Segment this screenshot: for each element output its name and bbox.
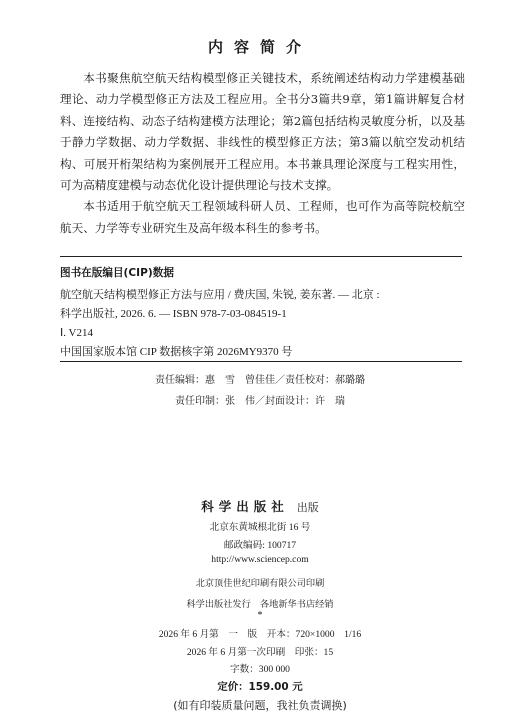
- summary-paragraph: 本书适用于航空航天工程领域科研人员、工程师，也可作为高等院校航空航天、力学等专业研究生及高年级本科生的参考书。: [60, 199, 465, 235]
- cip-line: Ⅰ. V214: [60, 327, 93, 339]
- divider: [60, 361, 462, 362]
- separator-star: *: [257, 610, 263, 621]
- price: 定价：159.00 元: [217, 681, 303, 693]
- cip-line: 科学出版社, 2026. 6. — ISBN 978-7-03-084519-1: [60, 308, 287, 320]
- printer-info: 北京顶佳世纪印刷有限公司印刷: [195, 578, 325, 589]
- publisher-url: http://www.sciencep.com: [211, 554, 309, 565]
- cip-line: 航空航天结构模型修正方法与应用 / 费庆国, 朱锐, 姜东著. — 北京 :: [60, 289, 380, 301]
- publisher-suffix: 出版: [296, 502, 319, 514]
- page-title: 内容简介: [207, 38, 312, 56]
- word-count: 字数：300 000: [230, 664, 290, 675]
- responsible-printing: 责任印制：张 伟／封面设计：许 瑞: [175, 396, 345, 407]
- quality-notice: (如有印装质量问题，我社负责调换): [173, 699, 347, 712]
- impression-info: 2026 年 6 月第一次印刷 印张：15: [186, 647, 334, 658]
- distribution-info: 科学出版社发行 各地新华书店经销: [186, 599, 334, 610]
- publisher-line: [0, 497, 520, 515]
- cip-heading: 图书在版编目(CIP)数据: [60, 267, 174, 279]
- summary-paragraph: 本书聚焦航空航天结构模型修正关键技术，系统阐述结构动力学建模基础理论、动力学模型修正方法及工程应用。全书分3篇共9章，第1篇讲解复合材料、连接结构、动态子结构建模方法理论；第2篇包括结构灵敏度分析，以及基于静力学数据、动力学数据、非线性的模型修正方法；第3篇以航空发动机结构、可展开桁架结构为案例展开工程应用。本书兼具理论深度与工程实用性，可为高精度建模与动态优化设计提供理论与技术支撑。: [60, 71, 465, 193]
- divider: [60, 256, 462, 257]
- publisher-logo: 科学出版社: [201, 499, 289, 514]
- cip-data-block: [60, 263, 465, 362]
- publisher-postcode: 邮政编码: 100717: [223, 540, 297, 551]
- edition-info: 2026 年 6 月第 一 版 开本：720×1000 1/16: [158, 629, 362, 640]
- cip-line: 中国国家版本馆 CIP 数据核字第 2026MY9370 号: [60, 346, 293, 358]
- publisher-address: 北京东黄城根北街 16 号: [209, 522, 311, 533]
- responsible-editors: 责任编辑：惠 雪 曾佳佳／责任校对：郝璐璐: [155, 375, 365, 386]
- content-summary: [60, 68, 465, 239]
